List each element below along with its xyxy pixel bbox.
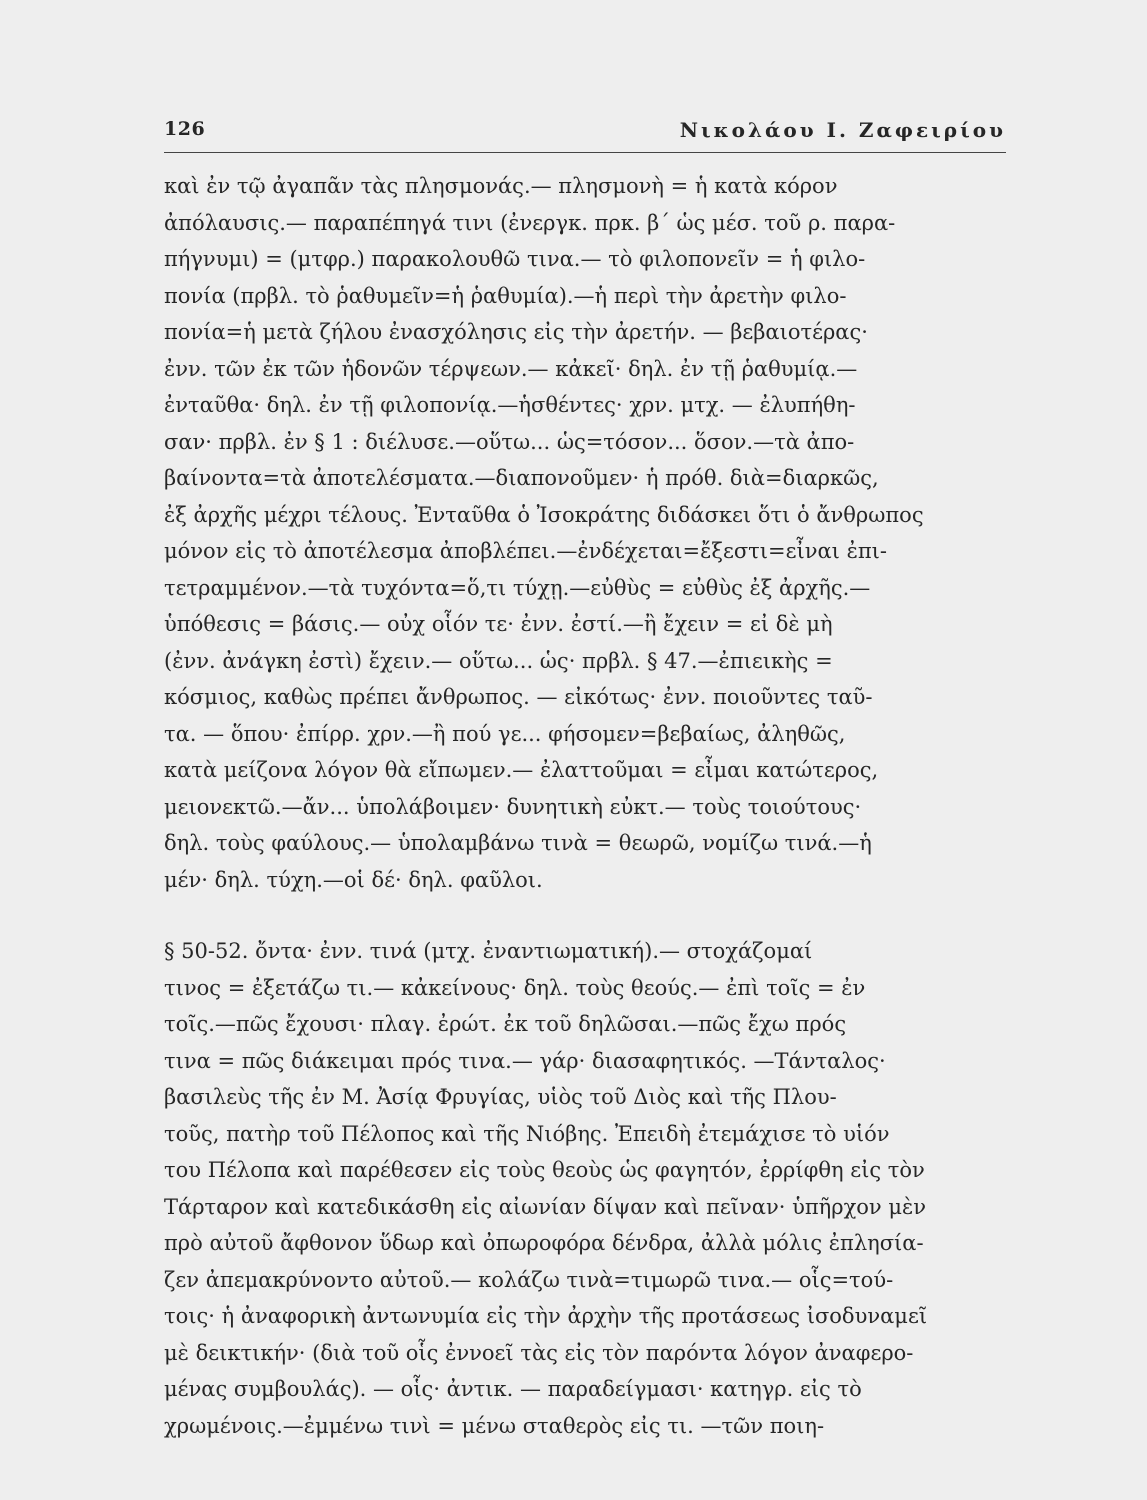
text-line: ἐνταῦθα· δηλ. ἐν τῇ φιλοπονίᾳ.—ἡσθέντες· χρν. μτχ. — ἐλυπήθη- [164,393,856,417]
text-line: Τάρταρον καὶ κατεδικάσθη εἰς αἰωνίαν δίψαν καὶ πεῖναν· ὑπῆρχον μὲν [164,1194,927,1219]
text-line: πήγνυμι) = (μτφρ.) παρακολουθῶ τινα.— τὸ φιλοπονεῖν = ἡ φιλο- [164,247,866,271]
text-line: σαν· πρβλ. ἐν § 1 : διέλυσε.—οὕτω... ὡς=τόσον... ὅσον.—τὰ ἀπο- [164,429,855,454]
text-line: χρωμένοις.—ἐμμένω τινὶ = μένω σταθερὸς εἰς τι. —τῶν ποιη- [164,1413,825,1438]
text-line: μέν· δηλ. τύχη.—οἱ δέ· δηλ. φαῦλοι. [164,867,543,892]
paragraph-2 [164,933,1010,1444]
text-line: § 50-52. ὄντα· ἐνν. τινά (μτχ. ἐναντιωματική).— στοχάζομαί [164,939,813,963]
paragraph-gap [164,898,1010,933]
text-line: τινα = πῶς διάκειμαι πρός τινα.— γάρ· διασαφητικός. —Τάνταλος· [164,1048,886,1073]
text-line: μόνον εἰς τὸ ἀποτέλεσμα ἀποβλέπει.—ἐνδέχεται=ἔξεστι=εἶναι ἐπι- [164,539,887,563]
text-line: κόσμιος, καθὼς πρέπει ἄνθρωπος. — εἰκότως· ἐνν. ποιοῦντες ταῦ- [164,685,873,709]
text-line: πονία=ἡ μετὰ ζήλου ἐνασχόλησις εἰς τὴν ἀρετήν. — βεβαιοτέρας· [164,320,868,344]
text-line: τοῖς.—πῶς ἔχουσι· πλαγ. ἐρώτ. ἐκ τοῦ δηλῶσαι.—πῶς ἔχω πρός [164,1012,847,1036]
text-line: τοῦς, πατὴρ τοῦ Πέλοπος καὶ τῆς Νιόβης. Ἐπειδὴ ἐτεμάχισε τὸ υἱόν [164,1121,890,1146]
text-line: κατὰ μείζονα λόγον θὰ εἴπωμεν.— ἐλαττοῦμαι = εἶμαι κατώτερος, [164,758,879,782]
text-line: ἀπόλαυσις.— παραπέπηγά τινι (ἐνεργκ. πρκ. β΄ ὡς μέσ. τοῦ ρ. παρα- [164,210,896,235]
text-line: ζεν ἀπεμακρύνοντο αὐτοῦ.— κολάζω τινὰ=τιμωρῶ τινα.— οἷς=τού- [164,1267,894,1292]
text-line: τοις· ἡ ἀναφορικὴ ἀντωνυμία εἰς τὴν ἀρχὴν τῆς προτάσεως ἰσοδυναμεῖ [164,1304,928,1328]
text-line: δηλ. τοὺς φαύλους.— ὑπολαμβάνω τινὰ = θεωρῶ, νομίζω τινά.—ἡ [164,831,872,855]
text-line: βασιλεὺς τῆς ἐν Μ. Ἀσίᾳ Φρυγίας, υἱὸς τοῦ Διὸς καὶ τῆς Πλου- [164,1085,837,1109]
text-line: καὶ ἐν τῷ ἀγαπᾶν τὰς πλησμονάς.— πλησμονὴ = ἡ κατὰ κόρον [164,174,838,198]
text-line: μὲ δεικτικήν· (διὰ τοῦ οἷς ἐννοεῖ τὰς εἰς τὸν παρόντα λόγον ἀναφερο- [164,1340,914,1365]
text-line: του Πέλοπα καὶ παρέθεσεν εἰς τοὺς θεοὺς ὡς φαγητόν, ἐρρίφθη εἰς τὸν [164,1158,925,1182]
text-line: βαίνοντα=τὰ ἀποτελέσματα.—διαπονοῦμεν· ἡ πρόθ. διὰ=διαρκῶς, [164,466,879,490]
text-line: ἐξ ἀρχῆς μέχρι τέλους. Ἐνταῦθα ὁ Ἰσοκράτης διδάσκει ὅτι ὁ ἄνθρωπος [164,502,924,527]
text-line: πονία (πρβλ. τὸ ῥαθυμεῖν=ἡ ῥαθυμία).—ἡ περὶ τὴν ἀρετὴν φιλο- [164,283,847,308]
text-line: (ἐνν. ἀνάγκη ἐστὶ) ἔχειν.— οὕτω... ὡς· πρβλ. § 47.—ἐπιεικὴς = [164,648,833,673]
page-body [164,168,1010,1444]
text-line: μειονεκτῶ.—ἄν... ὑπολάβοιμεν· δυνητικὴ εὐκτ.— τοὺς τοιούτους· [164,794,862,819]
text-line: τινος = ἐξετάζω τι.— κἀκείνους· δηλ. τοὺς θεούς.— ἐπὶ τοῖς = ἐν [164,975,866,1000]
page-header [164,118,1006,153]
running-head: Νικολάου Ι. Ζαφειρίου [679,118,1006,142]
text-line: μένας συμβουλάς). — οἷς· ἀντικ. — παραδείγμασι· κατηγρ. εἰς τὸ [164,1377,862,1401]
text-line: τα. — ὅπου· ἐπίρρ. χρν.—ἢ πού γε... φήσομεν=βεβαίως, ἀληθῶς, [164,721,846,746]
text-line: ὑπόθεσις = βάσις.— οὐχ οἷόν τε· ἐνν. ἐστί.—ἢ ἔχειν = εἰ δὲ μὴ [164,612,833,636]
text-line: πρὸ αὐτοῦ ἄφθονον ὕδωρ καὶ ὀπωροφόρα δένδρα, ἀλλὰ μόλις ἐπλησία- [164,1231,924,1255]
page-number: 126 [164,118,206,140]
paragraph-1 [164,168,1010,898]
text-line: τετραμμένον.—τὰ τυχόντα=ὅ,τι τύχῃ.—εὐθὺς = εὐθὺς ἐξ ἀρχῆς.— [164,575,871,600]
text-line: ἐνν. τῶν ἐκ τῶν ἡδονῶν τέρψεων.— κἀκεῖ· δηλ. ἐν τῇ ῥαθυμίᾳ.— [164,356,858,381]
